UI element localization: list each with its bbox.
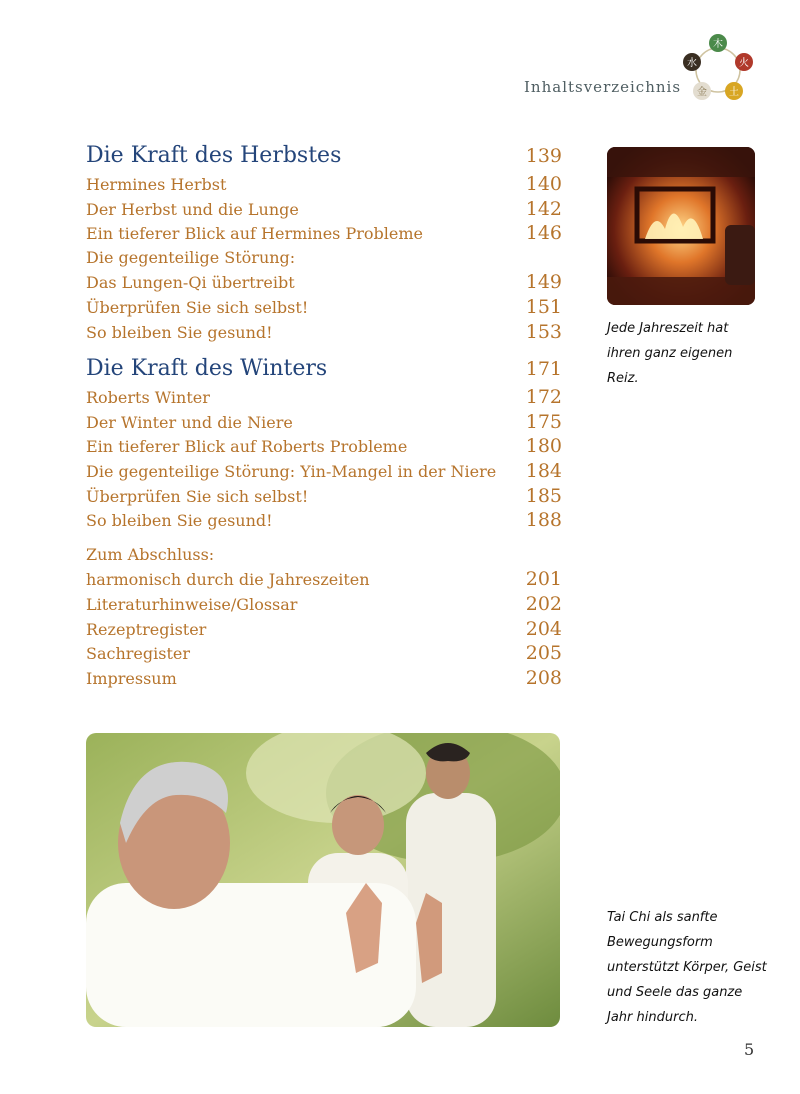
toc-entry[interactable] <box>86 410 562 435</box>
toc-page-number: 175 <box>525 410 562 433</box>
toc-entry[interactable] <box>86 295 562 320</box>
table-of-contents <box>86 140 562 690</box>
toc-entry[interactable] <box>86 567 562 592</box>
toc-page-number: 146 <box>525 222 562 245</box>
toc-section-winter[interactable] <box>86 353 562 385</box>
toc-page-number: 208 <box>525 666 562 689</box>
toc-entry-label: Hermines Herbst <box>86 175 227 194</box>
toc-entry-label: So bleiben Sie gesund! <box>86 511 273 531</box>
toc-entry-label: Der Herbst und die Lunge <box>86 199 299 219</box>
toc-page-number: 180 <box>525 435 562 458</box>
toc-page-number: 153 <box>525 320 562 343</box>
toc-page-number: 172 <box>525 386 562 409</box>
toc-entry[interactable] <box>86 221 562 246</box>
fireplace-caption: Jede Jahreszeit hat ihren ganz eigenen Reiz. <box>607 321 733 386</box>
tai-chi-caption: Tai Chi als sanfte Bewegungsform unterstützt Körper, Geist und Seele das ganze Jahr hindurch. <box>607 910 767 1025</box>
toc-entry-label: Der Winter und die Niere <box>86 412 293 432</box>
running-header-title: Inhaltsverzeichnis <box>524 78 682 96</box>
toc-entry-label: Impressum <box>86 668 177 688</box>
toc-entry-label: Ein tieferer Blick auf Roberts Probleme <box>86 437 408 457</box>
toc-entry[interactable] <box>86 592 562 617</box>
toc-entry-label: Das Lungen-Qi übertreibt <box>86 273 295 293</box>
toc-entry[interactable] <box>86 270 562 295</box>
toc-page-number: 201 <box>525 568 562 591</box>
toc-entry[interactable] <box>86 172 562 197</box>
toc-entry-label: Rezeptregister <box>86 619 207 639</box>
toc-entry[interactable] <box>86 320 562 345</box>
toc-entry-label: Roberts Winter <box>86 388 210 408</box>
toc-entry-label: harmonisch durch die Jahreszeiten <box>86 570 370 590</box>
toc-page-number: 140 <box>525 173 562 195</box>
toc-entry-label: Die gegenteilige Störung: <box>86 247 296 267</box>
toc-section-autumn[interactable] <box>86 140 562 172</box>
spacer <box>86 533 562 543</box>
toc-section-title: Die Kraft des Winters <box>86 356 328 382</box>
page-number: 5 <box>744 1040 755 1059</box>
toc-page-number: 202 <box>525 592 562 615</box>
five-elements-logo <box>678 32 758 104</box>
toc-page-number: 205 <box>525 642 562 665</box>
toc-entry-label: Ein tieferer Blick auf Hermines Probleme <box>86 224 423 244</box>
toc-entry-label: Die gegenteilige Störung: Yin-Mangel in der Niere <box>86 461 497 481</box>
spacer <box>86 344 562 353</box>
toc-entry-label: So bleiben Sie gesund! <box>86 322 273 342</box>
toc-entry[interactable] <box>86 197 562 222</box>
toc-page-number: 184 <box>525 459 562 482</box>
logo-glyph-water: 水 <box>687 58 697 69</box>
toc-page-number: 151 <box>525 295 562 318</box>
toc-entry[interactable] <box>86 246 562 271</box>
toc-entry[interactable] <box>86 459 562 484</box>
toc-entry-label: Literaturhinweise/Glossar <box>86 594 298 614</box>
toc-entry[interactable] <box>86 617 562 642</box>
toc-entry-label: Überprüfen Sie sich selbst! <box>86 486 309 506</box>
toc-entry[interactable] <box>86 666 562 691</box>
fireplace-photo <box>607 147 755 305</box>
toc-entry[interactable] <box>86 484 562 509</box>
toc-page-number: 204 <box>525 617 562 640</box>
toc-section-title: Die Kraft des Herbstes <box>86 143 342 168</box>
toc-page-number: 142 <box>525 197 562 220</box>
toc-page-number: 171 <box>525 358 562 381</box>
toc-entry-label: Sachregister <box>86 644 190 664</box>
logo-glyph-earth: 土 <box>729 87 739 98</box>
toc-entry[interactable] <box>86 508 562 533</box>
logo-glyph-metal: 金 <box>697 87 707 98</box>
toc-page-number: 185 <box>525 484 562 507</box>
toc-entry-label: Überprüfen Sie sich selbst! <box>86 297 309 317</box>
toc-page-number: 149 <box>525 271 562 294</box>
toc-entry[interactable] <box>86 543 562 568</box>
tai-chi-photo <box>86 733 560 1027</box>
logo-glyph-fire: 火 <box>739 58 749 69</box>
toc-page-number: 188 <box>525 509 562 532</box>
toc-page-number: 139 <box>525 145 562 167</box>
toc-entry[interactable] <box>86 385 562 410</box>
logo-glyph-wood: 木 <box>713 39 723 50</box>
toc-entry[interactable] <box>86 434 562 459</box>
toc-entry[interactable] <box>86 641 562 666</box>
toc-entry-label: Zum Abschluss: <box>86 544 215 564</box>
